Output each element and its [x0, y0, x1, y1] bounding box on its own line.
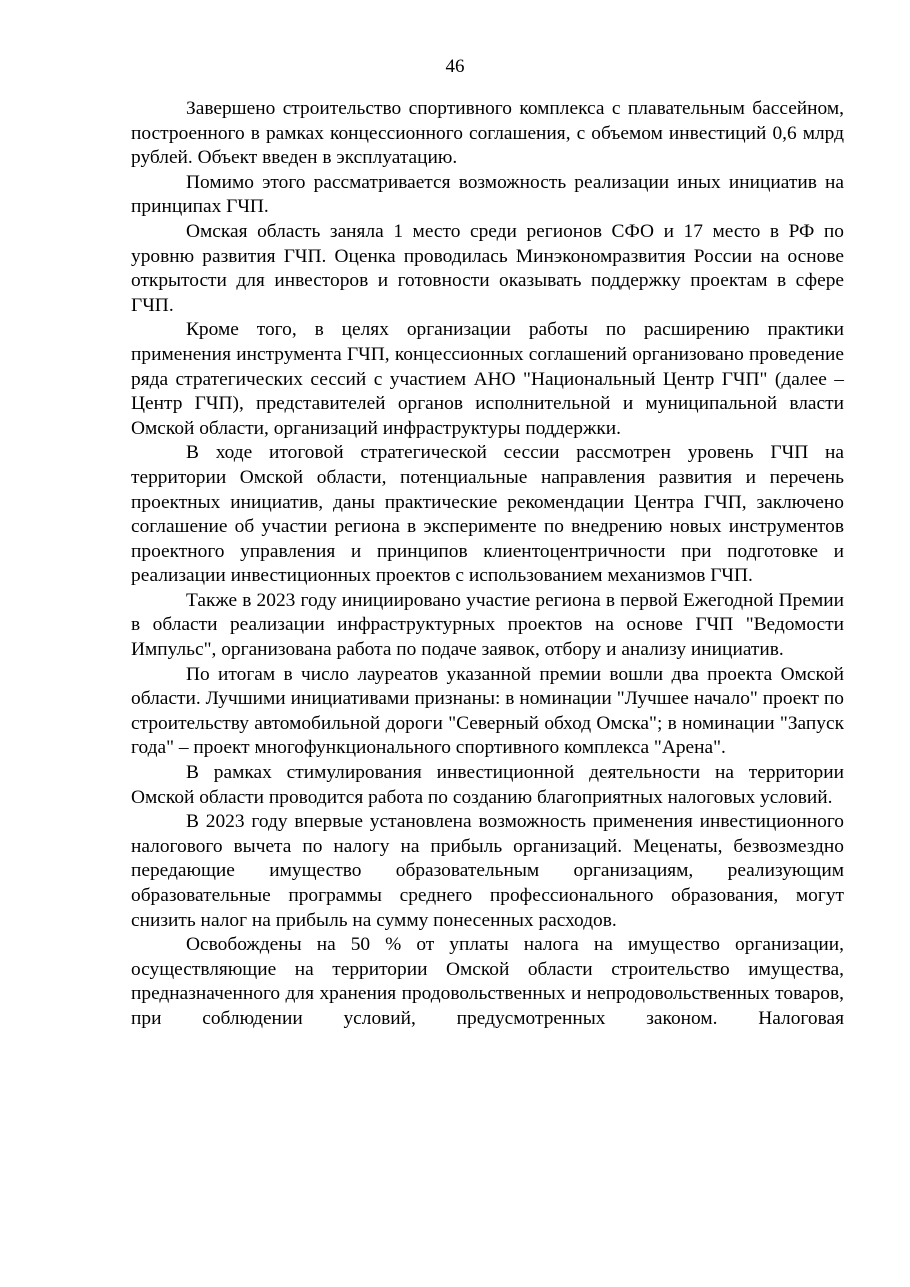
paragraph-sports-complex: Завершено строительство спортивного комплекса с плавательным бассейном, построенного в рамках концессионного соглашения, с объемом инвестиций 0,6 млрд рублей. Объект введен в эксплуатацию. [131, 98, 844, 169]
paragraph-strategic-sessions: Кроме того, в целях организации работы по расширению практики применения инструмента ГЧП, концессионных соглашений организовано проведение ряда стратегических сессий с участием АНО "Национальный Центр ГЧП" (далее – Центр ГЧП), представителей органов исполнительной и муниципальной власти Омской области, организаций инфраструктуры поддержки. [131, 319, 844, 439]
paragraph-final-session: В ходе итоговой стратегической сессии рассмотрен уровень ГЧП на территории Омской области, потенциальные направления развития и перечень проектных инициатив, даны практические рекомендации Центра ГЧП, заключено соглашение об участии региона в эксперименте по внедрению новых инструментов проектного управления и принципов клиентоцентричности при подготовке и реализации инвестиционных проектов с использованием механизмов ГЧП. [131, 442, 844, 587]
paragraph-tax-conditions: В рамках стимулирования инвестиционной деятельности на территории Омской области проводится работа по созданию благоприятных налоговых условий. [131, 762, 844, 808]
page-number: 46 [445, 56, 465, 77]
paragraph-vedomosti-award: Также в 2023 году инициировано участие региона в первой Ежегодной Премии в области реализации инфраструктурных проектов на основе ГЧП "Ведомости Импульс", организована работа по подаче заявок, отбору и анализу инициатив. [131, 589, 844, 661]
paragraph-ppp-ranking: Омская область заняла 1 место среди регионов СФО и 17 место в РФ по уровню развития ГЧП. Оценка проводилась Минэкономразвития России на основе открытости для инвесторов и готовности оказывать поддержку проектам в сфере ГЧП. [131, 220, 844, 316]
document-body [131, 97, 844, 1032]
paragraph-property-tax-exemption: Освобождены на 50 % от уплаты налога на имущество организации, осуществляющие на территории Омской области строительство имущества, предназначенного для хранения продовольственных и непродовольственных товаров, при соблюдении условий, предусмотренных законом. Налоговая [131, 934, 844, 1029]
paragraph-other-initiatives: Помимо этого рассматривается возможность реализации иных инициатив на принципах ГЧП. [131, 171, 844, 218]
paragraph-award-laureates: По итогам в число лауреатов указанной премии вошли два проекта Омской области. Лучшими инициативами признаны: в номинации "Лучшее начало" проект по строительству автомобильной дороги "Северный обход Омска"; в номинации "Запуск года" – проект многофункционального спортивного комплекса "Арена". [131, 663, 844, 759]
paragraph-investment-tax-deduction: В 2023 году впервые установлена возможность применения инвестиционного налогового вычета по налогу на прибыль организаций. Меценаты, безвозмездно передающие имущество образовательным организациям, реализующим образовательные программы среднего профессионального образования, могут снизить налог на прибыль на сумму понесенных расходов. [131, 811, 844, 931]
